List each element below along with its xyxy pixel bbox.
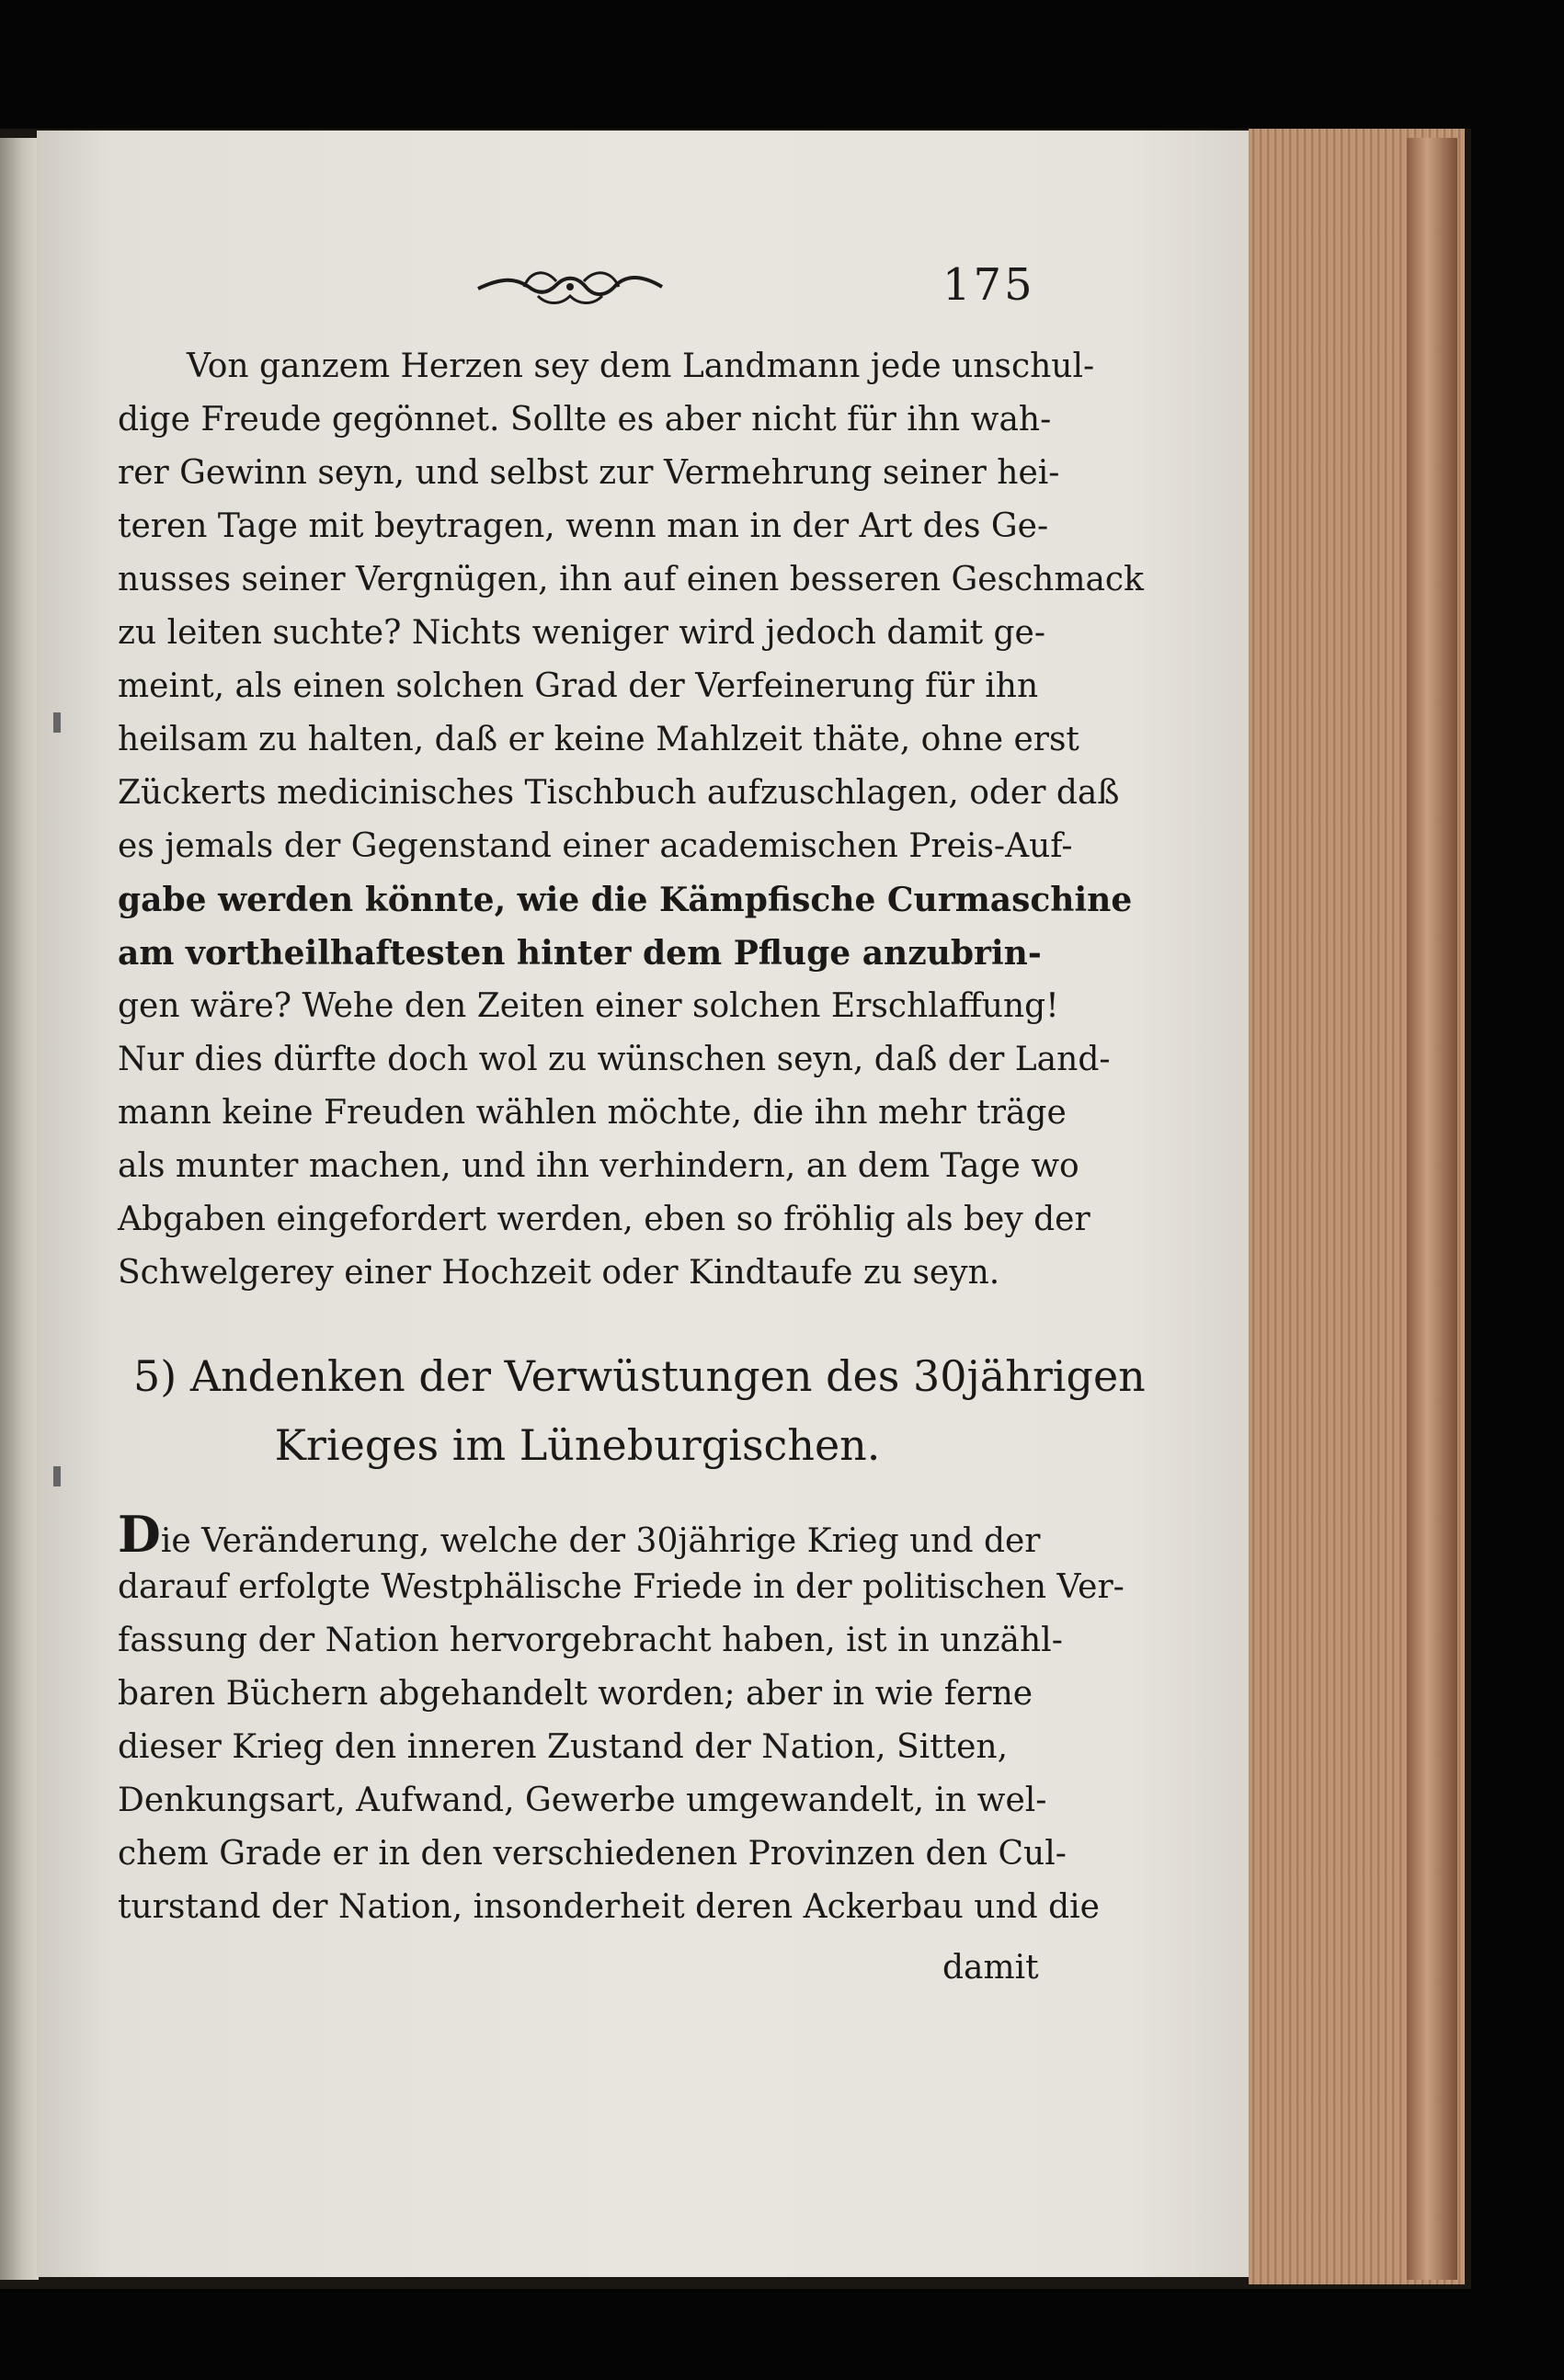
cover-edge [1407,138,1457,2280]
text-line: am vortheilhaftesten hinter dem Pfluge anzubrin- [118,934,1042,973]
text-line: nusses seiner Vergnügen, ihn auf einen besseren Geschmack [118,561,1144,598]
text-line: turstand der Nation, insonderheit deren Ackerbau und die [118,1888,1100,1926]
text-line: darauf erfolgte Westphälische Friede in der politischen Ver- [118,1568,1124,1606]
text-line: als munter machen, und ihn verhindern, an dem Tage wo [118,1147,1079,1185]
page-number: 175 [942,259,1035,311]
text-line: gen wäre? Wehe den Zeiten einer solchen Erschlaffung! [118,987,1059,1025]
text-line: heilsam zu halten, daß er keine Mahlzeit thäte, ohne erst [118,721,1079,758]
text-line: baren Büchern abgehandelt worden; aber in wie ferne [118,1675,1033,1713]
text-line: Nur dies dürfte doch wol zu wünschen seyn, daß der Land- [118,1041,1111,1078]
text-line: rer Gewinn seyn, und selbst zur Vermehrung seiner hei- [118,454,1060,492]
text-line: meint, als einen solchen Grad der Verfeinerung für ihn [118,667,1039,705]
text-line: zu leiten suchte? Nichts weniger wird jedoch damit ge- [118,614,1046,652]
catchword: damit [942,1949,1039,1987]
text-line: fassung der Nation hervorgebracht haben, ist in unzähl- [118,1622,1063,1659]
previous-page-edge [0,138,39,2280]
text-line: dige Freude gegönnet. Sollte es aber nicht für ihn wah- [118,401,1052,438]
section-heading: 5) Andenken der Verwüstungen des 30jährigen [133,1351,1146,1401]
ornament-icon [474,259,667,314]
text-line: Abgaben eingefordert werden, eben so fröhlig als bey der [118,1201,1090,1238]
section-heading: Krieges im Lüneburgischen. [274,1420,881,1470]
text-line: Die Veränderung, welche der 30jährige Krieg und der [118,1505,1041,1564]
binding-thread-mark [53,1466,61,1486]
text-line: gabe werden könnte, wie die Kämpfische Curmaschine [118,881,1133,919]
text-line: chem Grade er in den verschiedenen Provinzen den Cul- [118,1835,1067,1873]
text-line: es jemals der Gegenstand einer academischen Preis-Auf- [118,827,1073,865]
page-header [474,259,1035,314]
binding-thread-mark [53,712,61,733]
text-line: Schwelgerey einer Hochzeit oder Kindtaufe zu seyn. [118,1254,1000,1292]
text-line: mann keine Freuden wählen möchte, die ihn mehr träge [118,1094,1067,1132]
text-line: Zückerts medicinisches Tischbuch aufzuschlagen, oder daß [118,774,1120,812]
text-line: Von ganzem Herzen sey dem Landmann jede unschul- [187,347,1095,385]
text-line: dieser Krieg den inneren Zustand der Nation, Sitten, [118,1728,1009,1766]
text-line: teren Tage mit beytragen, wenn man in der Art des Ge- [118,507,1049,545]
text-line: Denkungsart, Aufwand, Gewerbe umgewandelt, in wel- [118,1782,1047,1819]
drop-capital: D [118,1505,161,1564]
